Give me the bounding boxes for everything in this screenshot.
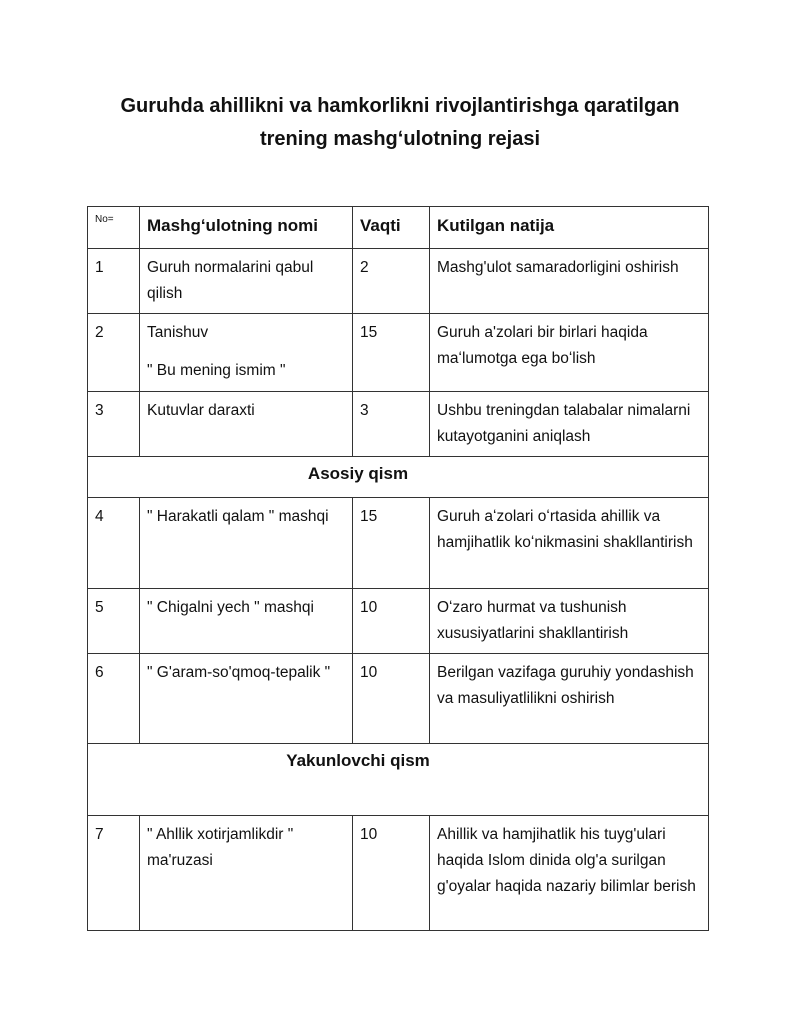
- row-name-cell: [140, 314, 353, 392]
- row-time: 3: [353, 392, 430, 457]
- row-name-subtitle: " Bu mening ismim ": [147, 362, 286, 379]
- row-name: Tanishuv: [147, 324, 209, 341]
- row-number: 1: [88, 249, 140, 314]
- header-time: Vaqti: [353, 207, 430, 249]
- row-result: Ahillik va hamjihatlik his tuyg'ulari haqida Islom dinida olg'a surilgan g'oyalar haqida nazariy bilimlar berish: [430, 816, 709, 931]
- section-row-main: [88, 457, 709, 498]
- table-row: [88, 249, 709, 314]
- row-time: 2: [353, 249, 430, 314]
- row-result: Oʻzaro hurmat va tushunish xususiyatlarini shakllantirish: [430, 589, 709, 654]
- training-plan-table: [87, 206, 709, 931]
- row-time: 10: [353, 654, 430, 744]
- row-time: 10: [353, 589, 430, 654]
- row-number: 6: [88, 654, 140, 744]
- row-name: " Ahllik xotirjamlikdir " ma'ruzasi: [140, 816, 353, 931]
- document-title: [60, 90, 740, 156]
- row-result: Ushbu treningdan talabalar nimalarni kutayotganini aniqlash: [430, 392, 709, 457]
- table-row: [88, 498, 709, 589]
- table-row: [88, 654, 709, 744]
- title-line-1: Guruhda ahillikni va hamkorlikni rivojlantirishga qaratilgan: [120, 95, 680, 117]
- row-number: 3: [88, 392, 140, 457]
- row-time: 10: [353, 816, 430, 931]
- section-heading-final: [88, 744, 709, 816]
- row-result: Berilgan vazifaga guruhiy yondashish va masuliyatlilikni oshirish: [430, 654, 709, 744]
- header-result: Kutilgan natija: [430, 207, 709, 249]
- row-number: 2: [88, 314, 140, 392]
- table-row: [88, 392, 709, 457]
- title-line-2: trening mashgʻulotning rejasi: [259, 128, 541, 150]
- section-heading-main: [88, 457, 709, 498]
- section-label: Asosiy qism: [307, 464, 409, 483]
- table-header-row: [88, 207, 709, 249]
- table-row: [88, 816, 709, 931]
- row-name: Kutuvlar daraxti: [140, 392, 353, 457]
- row-name: Guruh normalarini qabul qilish: [140, 249, 353, 314]
- row-name: " Chigalni yech " mashqi: [140, 589, 353, 654]
- row-time: 15: [353, 498, 430, 589]
- table-row: [88, 589, 709, 654]
- row-time: 15: [353, 314, 430, 392]
- table-row: [88, 314, 709, 392]
- header-name: Mashgʻulotning nomi: [140, 207, 353, 249]
- section-label: Yakunlovchi qism: [286, 751, 430, 770]
- row-name: " Harakatli qalam " mashqi: [140, 498, 353, 589]
- row-result: Mashg'ulot samaradorligini oshirish: [430, 249, 709, 314]
- header-number: No=: [88, 207, 140, 249]
- section-row-final: [88, 744, 709, 816]
- row-number: 4: [88, 498, 140, 589]
- row-name: " G'aram-so'qmoq-tepalik ": [140, 654, 353, 744]
- row-number: 5: [88, 589, 140, 654]
- row-number: 7: [88, 816, 140, 931]
- row-result: Guruh aʻzolari oʻrtasida ahillik va hamjihatlik koʻnikmasini shakllantirish: [430, 498, 709, 589]
- row-result: Guruh a'zolari bir birlari haqida maʻlumotga ega boʻlish: [430, 314, 709, 392]
